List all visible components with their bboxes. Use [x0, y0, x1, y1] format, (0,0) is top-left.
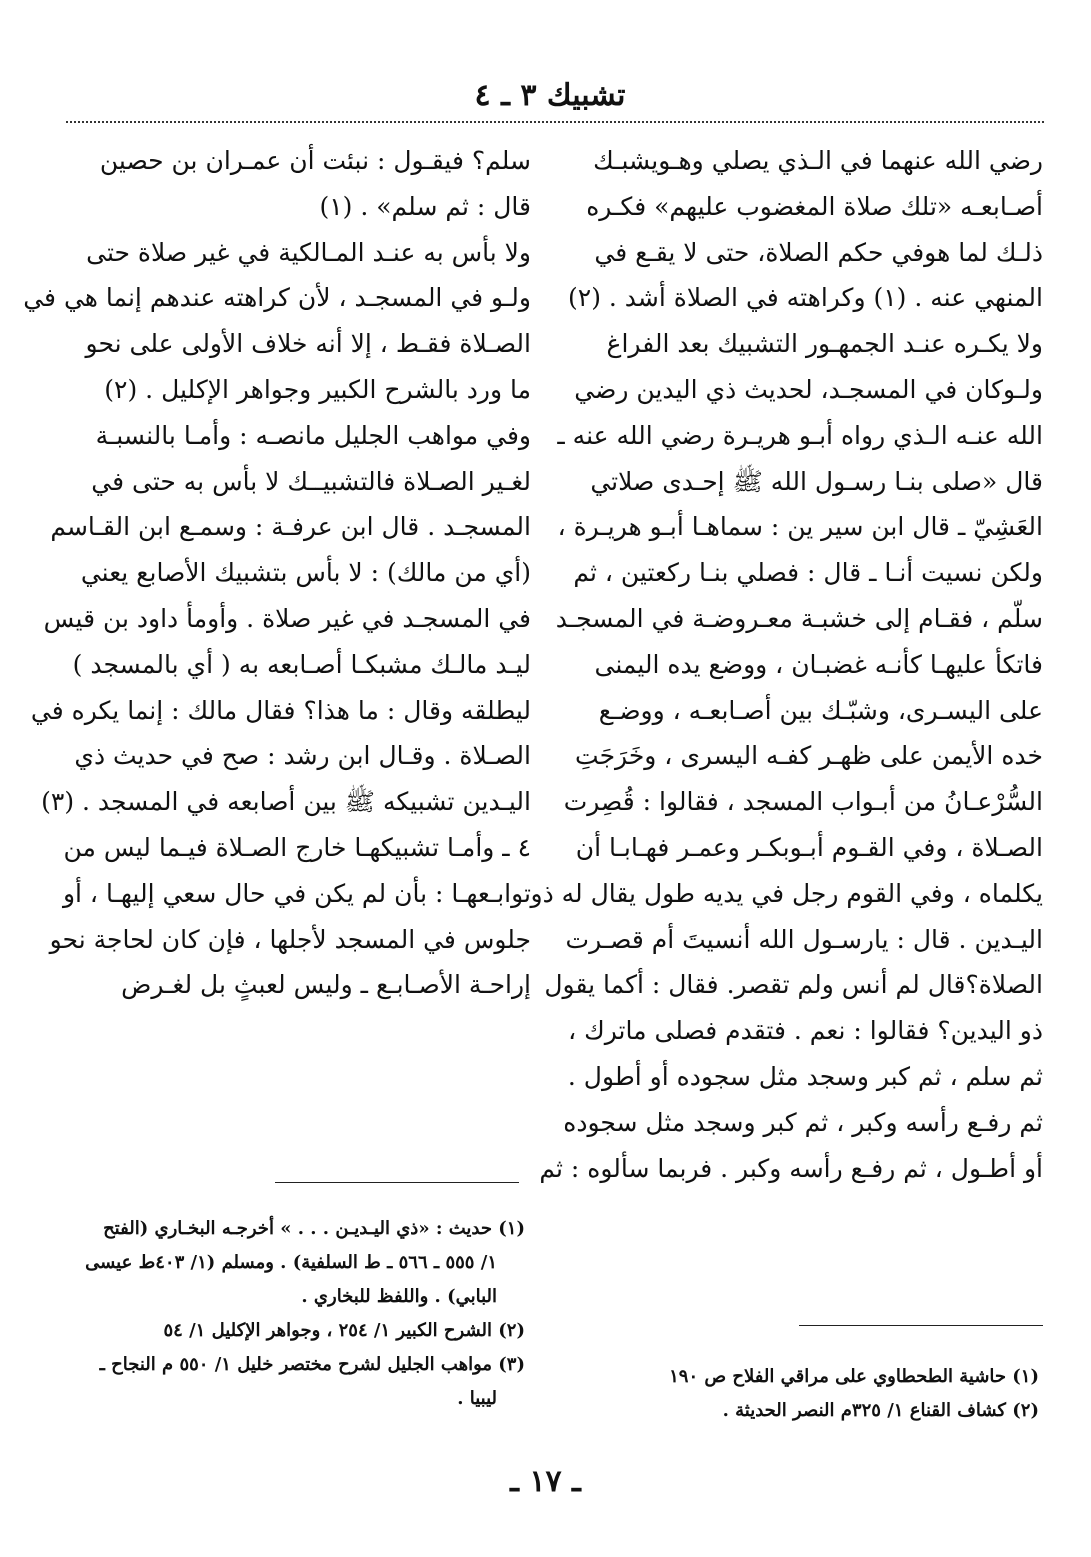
text-line: ثم سلم ، ثم كبر وسجد مثل سجوده أو أطول . [567, 1061, 1043, 1091]
footnote-separator-right [799, 1325, 1043, 1326]
text-line: ذو اليدين؟ فقالوا : نعم . فتقدم فصلى ماترك ، [568, 1016, 1043, 1046]
text-line: ٤ ـ وأمـا تشبيكهـا خارج الصـلاة فيـما ليس من [63, 832, 531, 862]
footnotes-right [569, 1360, 1039, 1428]
text-line: قال «صلى بنـا رسـول الله ﷺ إحـدى صلاتي [590, 466, 1043, 496]
text-line: ليـد مالـك مشبكـا أصـابعه به ( أي بالمسجد ) [72, 649, 531, 679]
header-dotted-rule [66, 121, 1044, 123]
text-line: سلم؟ فيقـول : نبئت أن عمـران بن حصين [99, 146, 531, 175]
text-line: ما ورد بالشرح الكبير وجواهر الإكليل . (٢) [104, 374, 531, 404]
text-line: ليطلقه وقال : ما هذا؟ فقال مالك : إنما يكره في [30, 695, 531, 725]
text-line: الصـلاة . وقـال ابن رشد : صح في حديث ذي [74, 741, 531, 771]
text-line: ولـوكان في المسجـد، لحديث ذي اليدين رضي [574, 374, 1043, 404]
footnote-continuation: ليبيا . [457, 1388, 497, 1409]
footnote: (١) حاشية الطحطاوي على مراقي الفلاح ص ١٩٠ [669, 1366, 1039, 1387]
text-line: ولا يكـره عنـد الجمهـور التشبيك بعد الفراغ [606, 329, 1043, 359]
text-line: إراحـة الأصـابـع ـ وليس لعبثٍ بل لغـرض [121, 970, 531, 1000]
footnote: (٢) كشاف القناع ١/ ٣٢٥م النصر الحديثة . [722, 1400, 1039, 1421]
footnote-continuation: البابي) . واللفظ للبخاري . [301, 1286, 497, 1307]
footnote-continuation: ١/ ٥٥٥ ـ ٥٦٦ ـ ط السلفية) . ومسلم (١/ ٤٠٣ط عيسى [85, 1252, 497, 1273]
text-line: توابـعهـا : بأن لم يكن في حال سعي إليهـا ، أو [62, 878, 531, 908]
right-column [530, 138, 1043, 1191]
text-line: ولكن نسيت أنـا ـ قال : فصلي بنـا ركعتين ، ثم [573, 558, 1043, 588]
text-line: ولا بأس به عنـد المـالكية في غير صلاة حتى [86, 237, 531, 267]
text-line: الصلاة؟قال لم أنس ولم تقصر. فقال : أكما يقول [544, 970, 1043, 1000]
page-number: ـ ١٧ ـ [510, 1464, 581, 1499]
footnote-separator-left [275, 1182, 519, 1183]
footnote: (١) حديث : «ذي اليـديـن . . . » أخرجـه البخـاري (الفتح [103, 1218, 525, 1239]
text-line: جلوس في المسجد لأجلها ، فإن كان لحاجة نحو [49, 924, 531, 954]
text-line: المنهي عنه . (١) وكراهته في الصلاة أشد . (٢) [567, 283, 1043, 313]
text-line: السُّرْعـانُ من أبـواب المسجد ، فقالوا : قُصِرت [563, 787, 1043, 817]
text-line: يكلماه ، وفي القوم رجل في يديه طول يقال له ذو [530, 878, 1043, 908]
text-line: ثم رفـع رأسه وكبر ، ثم كبر وسجد مثل سجوده [563, 1107, 1043, 1137]
text-line: قال : ثم سلم» . (١) [319, 191, 531, 221]
text-line: لغـير الصـلاة فالتشبيــك لا بأس به حتى في [91, 466, 531, 496]
text-line: فاتكأ عليهـا كأنـه غضبـان ، ووضع يده اليمنى [594, 649, 1043, 679]
footnote: (٣) مواهب الجليل لشرح مختصر خليل ١/ ٥٥٠ م النجاح ـ [99, 1354, 525, 1375]
text-line: المسجـد . قال ابن عرفـة : وسمـع ابن القـاسم [50, 512, 531, 542]
text-line: اليـدين تشبيكه ﷺ بين أصابعه في المسجد . (٣) [41, 787, 531, 817]
text-line: أو أطـول ، ثم رفـع رأسه وكبر . فربما سألوه : ثم [539, 1153, 1043, 1183]
text-line: الصـلاة ، وفي القـوم أبـوبكـر وعمـر فهـابـا أن [575, 832, 1043, 862]
footnotes-left [55, 1212, 525, 1416]
text-line: ذلـك لما هوفي حكم الصلاة، حتى لا يقـع في [594, 237, 1043, 267]
footnote: (٢) الشرح الكبير ١/ ٢٥٤ ، وجواهر الإكليل ١/ ٥٤ [163, 1320, 525, 1341]
text-line: خده الأيمن على ظهـر كفـه اليسرى ، وخَرَجَتِ [575, 741, 1043, 771]
text-line: وفي مواهب الجليل مانصـه : وأمـا بالنسبـة [95, 420, 531, 450]
text-line: في المسجـد في غير صلاة . وأومأ داود بن قيس [43, 603, 531, 633]
text-line: اليـدين . قال : يارسـول الله أنسيتَ أم قصـرت [565, 924, 1043, 954]
text-line: رضي الله عنهما في الـذي يصلي وهـويشبـك [593, 146, 1043, 175]
text-line: (أي من مالك) : لا بأس بتشبيك الأصابع يعني [80, 558, 531, 588]
left-column [23, 138, 531, 1008]
text-line: ولـو في المسجـد ، لأن كراهته عندهم إنما هي في [23, 283, 531, 313]
running-header: تشبيك ٣ ـ ٤ [474, 78, 626, 113]
text-line: العَشِيّ ـ قال ابن سير ين : سماهـا أبـو هريـرة ، [557, 512, 1043, 542]
text-line: أصـابعـه «تلك صلاة المغضوب عليهم» فكـره [586, 191, 1043, 221]
text-line: الصـلاة فقـط ، إلا أنه خلاف الأولى على نحو [85, 329, 531, 359]
text-line: الله عنـه الـذي رواه أبـو هريـرة رضي الله عنه ـ [557, 420, 1043, 450]
text-line: سلّم ، فقـام إلى خشبـة معـروضـة في المسجـد [555, 603, 1043, 633]
text-line: على اليسـرى، وشبّـك بين أصـابعـه ، ووضـع [598, 695, 1043, 725]
